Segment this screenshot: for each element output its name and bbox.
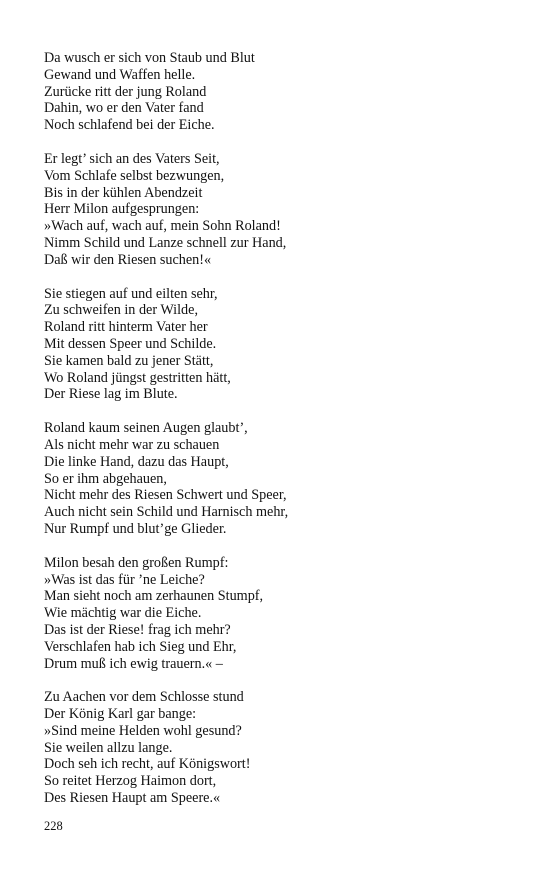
poem-line: Des Riesen Haupt am Speere.«	[44, 790, 221, 807]
poem-line: Wie mächtig war die Eiche.	[44, 605, 202, 622]
poem-line: Zurücke ritt der jung Roland	[44, 83, 207, 100]
poem-line: Sie stiegen auf und eilten sehr,	[44, 285, 218, 302]
poem-line: Er legt’ sich an des Vaters Seit,	[44, 150, 220, 167]
poem-line: Nimm Schild und Lanze schnell zur Hand,	[44, 234, 287, 251]
poem-line: Doch seh ich recht, auf Königswort!	[44, 756, 251, 773]
poem-line: Wo Roland jüngst gestritten hätt,	[44, 369, 231, 386]
poem-line: Roland ritt hinterm Vater her	[44, 319, 208, 336]
poem-line: Zu Aachen vor dem Schlosse stund	[44, 689, 244, 706]
poem-line: So reitet Herzog Haimon dort,	[44, 773, 217, 790]
poem-line: Man sieht noch am zerhaunen Stumpf,	[44, 588, 264, 605]
poem-line: Mit dessen Speer und Schilde.	[44, 335, 217, 352]
poem-line: Drum muß ich ewig trauern.« –	[44, 655, 223, 672]
poem-line: Als nicht mehr war zu schauen	[44, 436, 220, 453]
poem-line: Gewand und Waffen helle.	[44, 66, 196, 83]
poem-line: »Sind meine Helden wohl gesund?	[44, 722, 242, 739]
poem-line: Bis in der kühlen Abendzeit	[44, 184, 203, 201]
poem-line: Sie weilen allzu lange.	[44, 739, 173, 756]
poem-line: Die linke Hand, dazu das Haupt,	[44, 453, 229, 470]
poem-line: Der König Karl gar bange:	[44, 706, 197, 723]
stanza-4	[44, 420, 524, 538]
stanza-6	[44, 689, 524, 807]
poem-line: »Was ist das für ’ne Leiche?	[44, 571, 205, 588]
page-number: 228	[44, 819, 63, 833]
stanza-5	[44, 555, 524, 673]
poem-line: Zu schweifen in der Wilde,	[44, 302, 198, 319]
poem-line: So er ihm abgehauen,	[44, 470, 167, 487]
poem-line: Verschlafen hab ich Sieg und Ehr,	[44, 638, 237, 655]
poem-line: Herr Milon aufgesprungen:	[44, 201, 200, 218]
poem-line: Auch nicht sein Schild und Harnisch mehr,	[44, 504, 289, 521]
poem-line: Der Riese lag im Blute.	[44, 386, 178, 403]
stanza-1	[44, 50, 524, 134]
poem-line: Das ist der Riese! frag ich mehr?	[44, 621, 231, 638]
poem-line: Dahin, wo er den Vater fand	[44, 100, 204, 117]
stanza-2	[44, 151, 524, 269]
poem-line: Daß wir den Riesen suchen!«	[44, 251, 212, 268]
poem-line: Sie kamen bald zu jener Stätt,	[44, 352, 214, 369]
poem-line: Nicht mehr des Riesen Schwert und Speer,	[44, 487, 287, 504]
poem-line: »Wach auf, wach auf, mein Sohn Roland!	[44, 218, 281, 235]
poem-line: Vom Schlafe selbst bezwungen,	[44, 167, 225, 184]
poem-body	[44, 50, 524, 824]
stanza-3	[44, 286, 524, 404]
poem-line: Nur Rumpf und blut’ge Glieder.	[44, 520, 227, 537]
poem-line: Noch schlafend bei der Eiche.	[44, 117, 215, 134]
poem-line: Milon besah den großen Rumpf:	[44, 554, 229, 571]
poem-line: Da wusch er sich von Staub und Blut	[44, 50, 255, 66]
poem-line: Roland kaum seinen Augen glaubt’,	[44, 420, 248, 437]
